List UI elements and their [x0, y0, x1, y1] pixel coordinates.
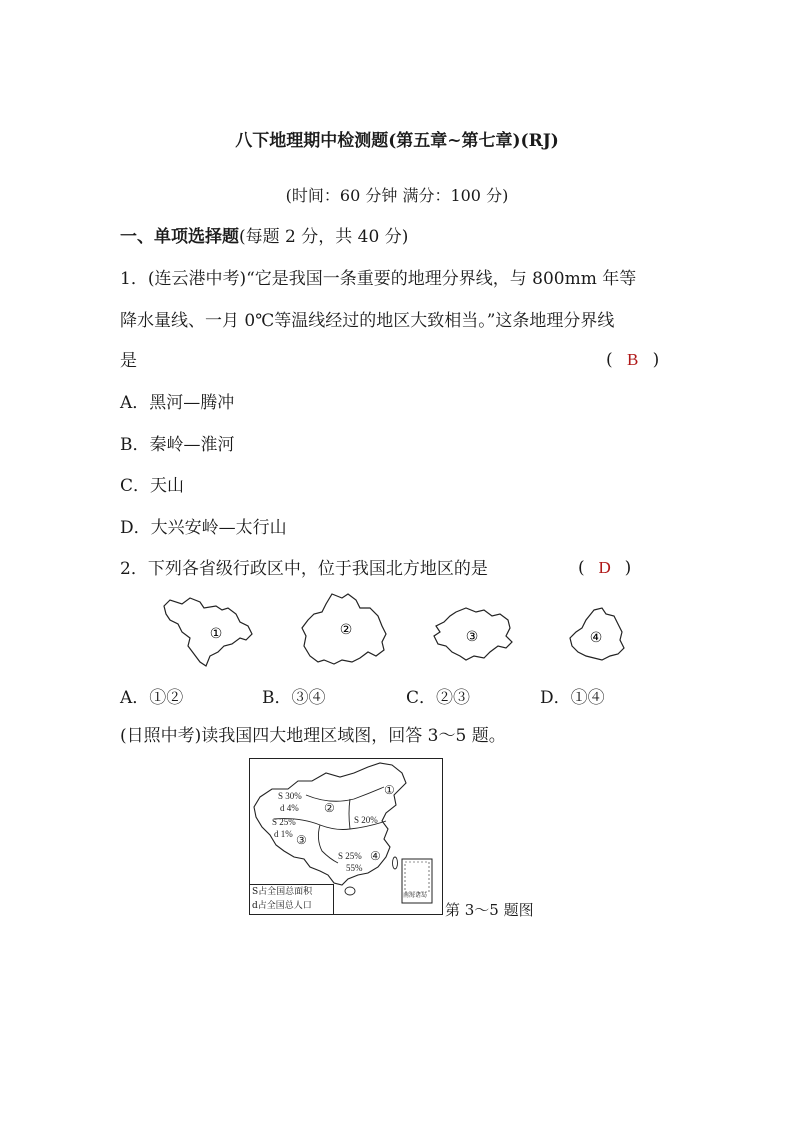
- page-title: 八下地理期中检测题(第五章~第七章)(RJ): [235, 131, 559, 151]
- figure-caption: 第 3～5 题图: [445, 901, 534, 919]
- section-heading: [120, 226, 408, 248]
- map-label-d4: d 4%: [280, 803, 299, 813]
- map-label-d55: 55%: [346, 863, 363, 873]
- map-region-1: ①: [384, 783, 395, 797]
- map-legend: [250, 884, 334, 914]
- map-label-d1: d 1%: [274, 829, 293, 839]
- province-outline-1: [160, 596, 256, 670]
- q2-answer: D: [598, 558, 611, 577]
- q1-option-b: B．秦岭—淮河: [120, 435, 235, 455]
- q2-option-d: D．①④: [540, 688, 605, 708]
- shape-label-4: ④: [589, 630, 603, 646]
- province-outline-3: [430, 606, 516, 664]
- q2-answer-bracket: ( D ): [578, 558, 632, 578]
- q1-option-a: A．黑河—腾冲: [120, 393, 235, 413]
- q1-line1: 1．(连云港中考)“它是我国一条重要的地理分界线，与 800mm 年等: [120, 269, 637, 289]
- legend-s: S占全国总面积: [252, 887, 313, 897]
- map-label-s25a: S 25%: [272, 817, 296, 827]
- map-region-2: ②: [324, 801, 335, 815]
- q1-line3: 是: [120, 351, 137, 371]
- q2-option-a: A．①②: [120, 688, 184, 708]
- section-note: (每题 2 分，共 40 分): [239, 227, 409, 247]
- province-outline-4: [566, 606, 628, 664]
- q1-answer: B: [626, 350, 639, 369]
- legend-d: d占全国总人口: [252, 901, 312, 911]
- shape-label-2: ②: [339, 622, 353, 638]
- map-label-s25b: S 25%: [338, 851, 362, 861]
- map-region-4: ④: [370, 849, 381, 863]
- q1-option-c: C．天山: [120, 476, 185, 496]
- q2-text: 2．下列各省级行政区中，位于我国北方地区的是: [120, 559, 488, 579]
- q1-option-d: D．大兴安岭—太行山: [120, 518, 287, 538]
- map-label-s20: S 20%: [354, 815, 378, 825]
- map-label-s30: S 30%: [278, 791, 302, 801]
- section-title: 一、单项选择题: [120, 227, 239, 247]
- q1-answer-bracket: ( B ): [606, 350, 660, 370]
- exam-info: (时间：60 分钟 满分：100 分): [285, 186, 509, 205]
- province-outline-2: [298, 590, 390, 672]
- shape-label-1: ①: [209, 626, 223, 642]
- q2-option-c: C．②③: [406, 688, 471, 708]
- q1-line2: 降水量线、一月 0℃等温线经过的地区大致相当。”这条地理分界线: [120, 311, 615, 331]
- shape-label-3: ③: [465, 629, 479, 645]
- china-regions-map: [249, 758, 443, 915]
- q2-option-b: B．③④: [262, 688, 326, 708]
- map-inset-label: 南海诸岛: [403, 893, 428, 899]
- map-region-3: ③: [296, 833, 307, 847]
- q3-intro: (日照中考)读我国四大地理区域图，回答 3～5 题。: [120, 726, 506, 746]
